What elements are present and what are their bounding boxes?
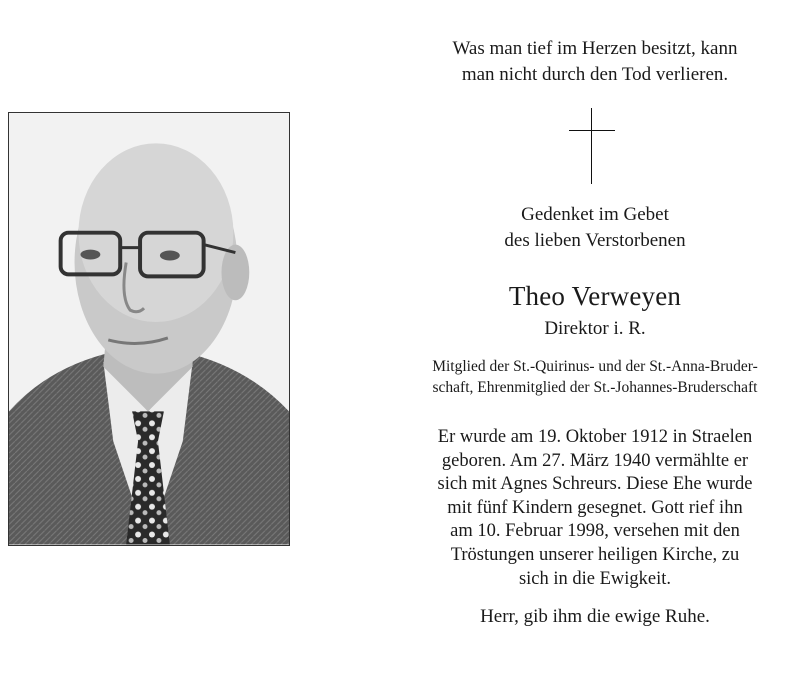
biography-line: geboren. Am 27. März 1940 vermählte er: [441, 450, 749, 471]
biography-text: [400, 426, 790, 591]
portrait-illustration: [9, 113, 289, 545]
prayer-request-line-1: Gedenket im Gebet: [521, 204, 669, 225]
membership-line-1: Mitglied der St.-Quirinus- und der St.-Anna-Bruder-: [432, 358, 758, 375]
biography-line: Er wurde am 19. Oktober 1912 in Straelen: [437, 427, 753, 447]
portrait-photo: [8, 112, 290, 546]
deceased-title: Direktor i. R.: [544, 318, 646, 339]
card-text-column: [400, 0, 790, 684]
prayer-request-line-2: des lieben Verstorbenen: [504, 230, 686, 251]
biography-line: sich mit Agnes Schreurs. Diese Ehe wurde: [437, 474, 753, 495]
closing-prayer: Herr, gib ihm die ewige Ruhe.: [480, 606, 710, 627]
membership-line-2: schaft, Ehrenmitglied der St.-Johannes-Bruderschaft: [432, 379, 758, 396]
prayer-request: [400, 202, 790, 254]
biography-line: mit fünf Kindern gesegnet. Gott rief ihn: [447, 497, 743, 518]
biography-line: sich in die Ewigkeit.: [518, 568, 672, 589]
biography-line: am 10. Februar 1998, versehen mit den: [450, 521, 740, 542]
membership-text: [400, 356, 790, 398]
memorial-quote: [400, 36, 790, 88]
quote-line-2: man nicht durch den Tod verlieren.: [461, 64, 729, 85]
biography-line: Tröstungen unserer heiligen Kirche, zu: [450, 544, 740, 565]
deceased-name: Theo Verweyen: [508, 281, 682, 311]
quote-line-1: Was man tief im Herzen besitzt, kann: [452, 38, 738, 59]
latin-cross-icon: [567, 108, 617, 184]
